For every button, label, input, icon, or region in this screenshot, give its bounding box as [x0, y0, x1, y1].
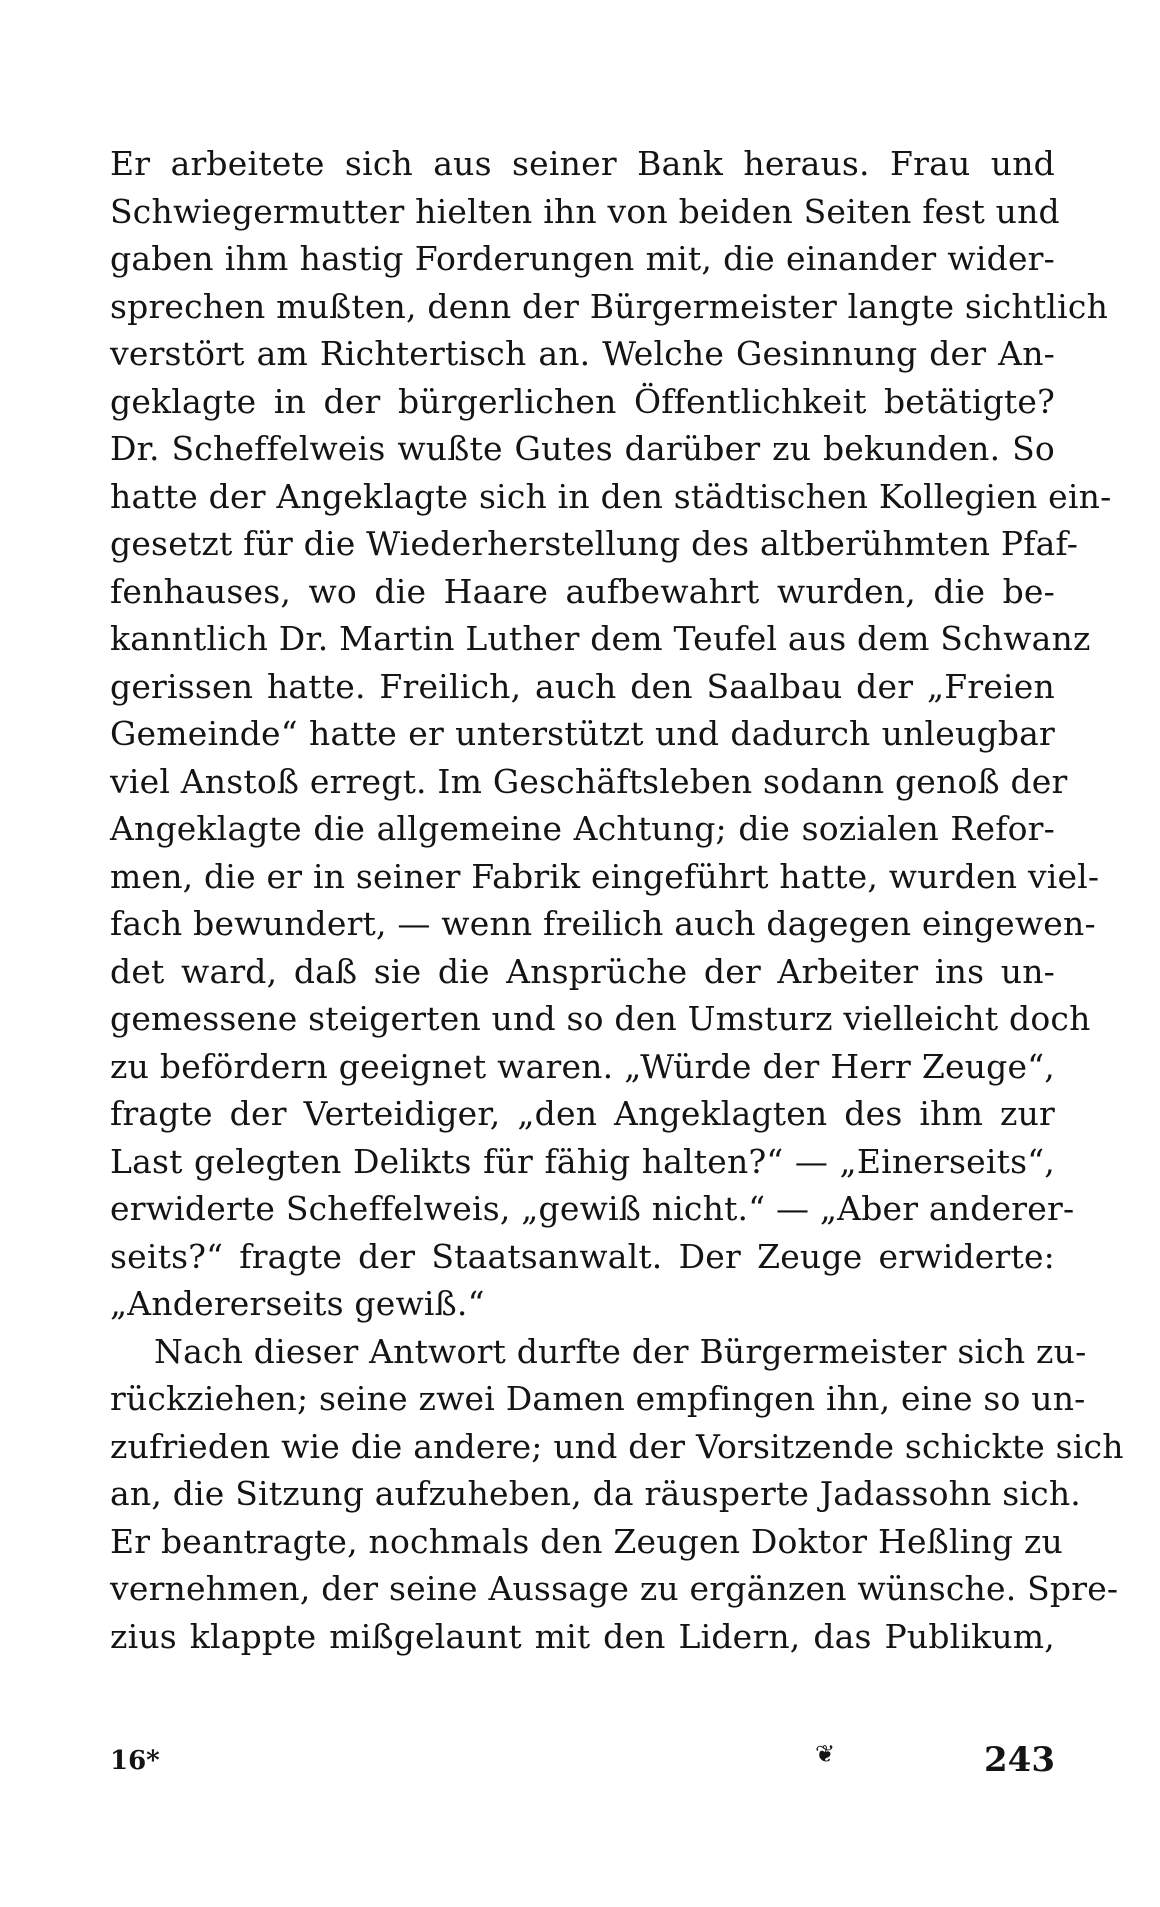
text-line: erwiderte Scheffelweis, „gewiß nicht.“ — „Aber anderer- [110, 1189, 1075, 1228]
paragraph-start-line: Nach dieser Antwort durfte der Bürgermeister sich zu- [154, 1331, 1087, 1371]
text-line: fach bewundert, — wenn freilich auch dagegen eingewen- [110, 904, 1096, 943]
text-line: Er beantragte, nochmals den Zeugen Doktor Heßling zu [110, 1521, 1063, 1561]
text-line: gesetzt für die Wiederherstellung des altberühmten Pfaf- [110, 524, 1079, 563]
text-line: Gemeinde“ hatte er unterstützt und dadurch unleugbar [110, 714, 1055, 753]
text-line: gemessene steigerten und so den Umsturz vielleicht doch [110, 999, 1091, 1038]
text-line: hatte der Angeklagte sich in den städtischen Kollegien ein- [110, 476, 1112, 516]
text-line: fenhauses, wo die Haare aufbewahrt wurden, die be- [110, 571, 1055, 611]
text-line: gaben ihm hastig Forderungen mit, die einander wider- [110, 239, 1055, 278]
text-line: fragte der Verteidiger, „den Angeklagten des ihm zur [110, 1094, 1055, 1133]
text-line: Schwiegermutter hielten ihn von beiden Seiten fest und [110, 191, 1060, 231]
text-line: det ward, daß sie die Ansprüche der Arbeiter ins un- [110, 951, 1055, 991]
text-line: zu befördern geeignet waren. „Würde der Herr Zeuge“, [110, 1046, 1055, 1086]
signature-mark: 16* [110, 1746, 160, 1776]
page-footer [110, 1740, 1055, 1790]
text-line: zius klappte mißgelaunt mit den Lidern, das Publikum, [110, 1616, 1055, 1656]
text-line: geklagte in der bürgerlichen Öffentlichkeit betätigte? [110, 381, 1055, 421]
text-line: an, die Sitzung aufzuheben, da räusperte Jadassohn sich. [110, 1474, 1081, 1513]
text-line: viel Anstoß erregt. Im Geschäftsleben sodann genoß der [110, 761, 1068, 801]
text-line: rückziehen; seine zwei Damen empfingen ihn, eine so un- [110, 1379, 1086, 1418]
text-line: sprechen mußten, denn der Bürgermeister langte sichtlich [110, 286, 1109, 326]
text-line: Angeklagte die allgemeine Achtung; die sozialen Refor- [110, 809, 1055, 848]
paragraph-end-line: „Andererseits gewiß.“ [110, 1284, 485, 1323]
text-line: Last gelegten Delikts für fähig halten?“ — „Einerseits“, [110, 1141, 1055, 1181]
ornament-icon: ❦ [815, 1740, 836, 1768]
text-line: kanntlich Dr. Martin Luther dem Teufel aus dem Schwanz [110, 619, 1091, 658]
text-line: verstört am Richtertisch an. Welche Gesinnung der An- [110, 334, 1055, 373]
text-line: zufrieden wie die andere; und der Vorsitzende schickte sich [110, 1426, 1124, 1466]
page-number: 243 [984, 1740, 1055, 1780]
text-line: gerissen hatte. Freilich, auch den Saalbau der „Freien [110, 666, 1055, 706]
text-line: men, die er in seiner Fabrik eingeführt hatte, wurden viel- [110, 856, 1100, 896]
text-line: vernehmen, der seine Aussage zu ergänzen wünsche. Spre- [110, 1569, 1119, 1608]
text-line: seits?“ fragte der Staatsanwalt. Der Zeuge erwiderte: [110, 1236, 1055, 1276]
text-line: Dr. Scheffelweis wußte Gutes darüber zu bekunden. So [110, 429, 1055, 468]
body-text [110, 140, 1124, 1660]
text-line: Er arbeitete sich aus seiner Bank heraus. Frau und [110, 144, 1055, 183]
